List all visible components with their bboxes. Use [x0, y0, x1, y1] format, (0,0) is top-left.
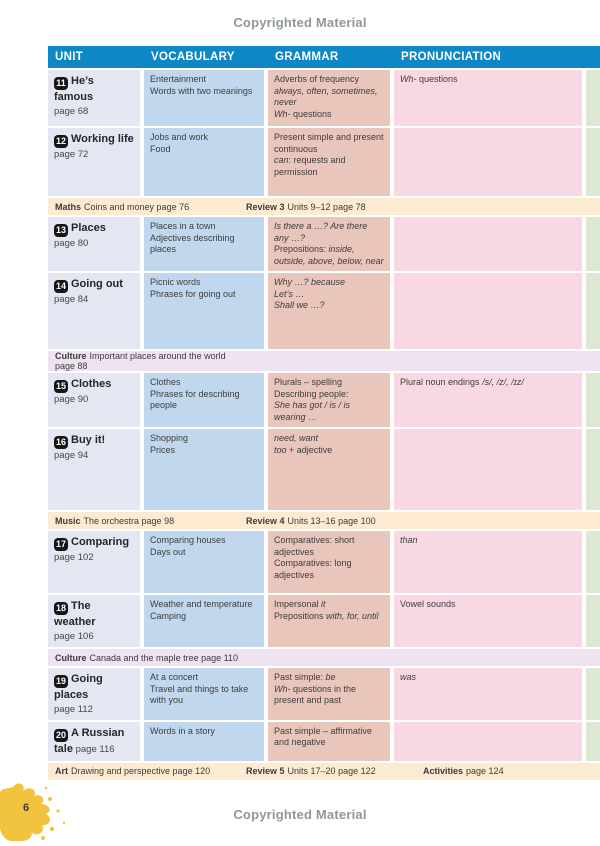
section-band — [48, 763, 600, 780]
unit-page-ref: page 72 — [54, 149, 89, 161]
vocabulary-cell — [144, 595, 264, 647]
band-entry-label: Maths — [55, 201, 82, 212]
column-header-unit: UNIT — [55, 51, 84, 63]
vocabulary-line: Words with two meanings — [150, 85, 253, 96]
unit-title-text: He’s famous — [54, 75, 94, 104]
grammar-line: Comparatives: long adjectives — [274, 558, 352, 580]
pronunciation-cell — [394, 531, 582, 593]
pronunciation-cell — [394, 429, 582, 510]
column-header-vocabulary: VOCABULARY — [151, 51, 235, 63]
unit-title-text: Going places — [54, 673, 103, 702]
band-entry: Review 5 Units 17–20 page 122 — [246, 766, 376, 777]
vocabulary-cell — [144, 373, 264, 427]
band-entry: Culture Important places around the world page 88 — [55, 351, 226, 372]
unit-number-badge: 18 — [54, 602, 68, 615]
vocabulary-cell — [144, 217, 264, 271]
grammar-cell — [268, 70, 390, 126]
unit-page-ref: page 90 — [54, 394, 89, 406]
vocabulary-line: Weather and temperature — [150, 599, 253, 610]
grammar-line: Prepositions with, for, until — [274, 610, 379, 621]
unit-title-text: A Russian tale — [54, 726, 125, 756]
vocabulary-line: Camping — [150, 610, 187, 621]
section-band — [48, 198, 600, 215]
vocabulary-line: Phrases for describing people — [150, 388, 240, 411]
unit-page-ref: page 112 — [54, 703, 93, 715]
grammar-line: Past simple: be — [274, 672, 336, 683]
unit-row-18 — [48, 595, 600, 647]
unit-title — [54, 74, 134, 105]
unit-cell — [48, 217, 140, 271]
vocabulary-line: Entertainment — [150, 74, 207, 84]
vocabulary-line: Jobs and work — [150, 132, 209, 142]
grammar-line: Why …? because — [274, 277, 346, 288]
pronunciation-line: Plural noun endings /s/, /z/, /ɪz/ — [400, 377, 524, 388]
vocabulary-line: Clothes — [150, 377, 181, 388]
vocabulary-cell — [144, 128, 264, 196]
unit-page-ref: page 80 — [54, 238, 89, 250]
unit-cell — [48, 273, 140, 349]
unit-row-12 — [48, 128, 600, 196]
vocabulary-cell — [144, 531, 264, 593]
unit-title — [54, 277, 134, 293]
section-band — [48, 351, 600, 371]
page-number: 6 — [23, 802, 30, 814]
grammar-line: Describing people: — [274, 388, 349, 399]
unit-row-17 — [48, 531, 600, 593]
grammar-line: Shall we …? — [274, 300, 325, 311]
unit-number-badge: 19 — [54, 675, 68, 688]
unit-title — [54, 726, 134, 757]
band-entry: Maths Coins and money page 76 — [55, 201, 190, 212]
band-entry-label: Music — [55, 515, 81, 526]
extra-column-cell — [586, 595, 600, 647]
grammar-line: Impersonal it — [274, 599, 326, 610]
unit-page-ref: page 116 — [72, 744, 115, 756]
pronunciation-cell — [394, 70, 582, 126]
watermark-top: Copyrighted Material — [233, 15, 367, 30]
grammar-line: can: requests and permission — [274, 155, 346, 177]
grammar-cell — [268, 217, 390, 271]
pronunciation-cell — [394, 273, 582, 349]
grammar-cell — [268, 273, 390, 349]
vocabulary-line: Prices — [150, 444, 176, 455]
grammar-cell — [268, 429, 390, 510]
unit-row-16 — [48, 429, 600, 510]
vocabulary-cell — [144, 70, 264, 126]
grammar-line: Let’s … — [274, 288, 305, 299]
vocabulary-cell — [144, 429, 264, 510]
unit-cell — [48, 429, 140, 510]
extra-column-cell — [586, 429, 600, 510]
band-entry: Music The orchestra page 98 — [55, 515, 175, 526]
band-entry: Activities page 124 — [423, 766, 504, 777]
unit-number-badge: 12 — [54, 135, 68, 148]
unit-title — [54, 221, 134, 237]
grammar-line: Present simple and present continuous — [274, 132, 384, 154]
unit-cell — [48, 595, 140, 647]
grammar-cell — [268, 722, 390, 761]
band-entry: Review 3 Units 9–12 page 78 — [246, 201, 366, 212]
unit-title — [54, 377, 134, 393]
vocabulary-line: Adjectives describing places — [150, 232, 235, 255]
unit-page-ref: page 84 — [54, 294, 89, 306]
grammar-cell — [268, 531, 390, 593]
section-band — [48, 512, 600, 529]
table-header-row — [48, 46, 600, 68]
section-band — [48, 649, 600, 666]
vocabulary-cell — [144, 273, 264, 349]
pronunciation-line: Wh- questions — [400, 74, 458, 84]
unit-number-badge: 15 — [54, 380, 68, 393]
vocabulary-line: Days out — [150, 546, 186, 557]
unit-page-ref: page 68 — [54, 105, 89, 117]
vocabulary-line: Shopping — [150, 433, 189, 444]
grammar-line: too + adjective — [274, 444, 333, 455]
unit-title-text: Going out — [71, 278, 123, 291]
unit-title-text: The weather — [54, 600, 96, 629]
unit-page-ref: page 94 — [54, 450, 89, 462]
unit-cell — [48, 668, 140, 720]
column-header-pronunciation: PRONUNCIATION — [401, 51, 502, 63]
unit-title-text: Places — [71, 222, 106, 234]
unit-number-badge: 17 — [54, 538, 68, 551]
grammar-cell — [268, 668, 390, 720]
extra-column-cell — [586, 70, 600, 126]
band-entry: Art Drawing and perspective page 120 — [55, 766, 211, 777]
unit-cell — [48, 128, 140, 196]
pronunciation-cell — [394, 722, 582, 761]
unit-page-ref: page 102 — [54, 552, 94, 564]
extra-column-cell — [586, 668, 600, 720]
grammar-cell — [268, 373, 390, 427]
band-entry-label: Review 4 — [246, 515, 285, 526]
unit-title-text: Clothes — [71, 378, 112, 391]
vocabulary-cell — [144, 722, 264, 761]
extra-column-cell — [586, 373, 600, 427]
band-entry-label: Activities — [423, 766, 464, 777]
unit-page-ref: page 106 — [54, 630, 94, 642]
band-entry-label: Review 5 — [246, 766, 285, 777]
vocabulary-line: Words in a story — [150, 725, 215, 736]
vocabulary-line: Comparing houses — [150, 535, 226, 546]
pronunciation-cell — [394, 668, 582, 720]
unit-number-badge: 11 — [54, 77, 68, 90]
unit-row-19 — [48, 668, 600, 720]
paint-splash-icon — [0, 783, 78, 841]
unit-title-text: Buy it! — [71, 434, 106, 447]
table-body — [48, 70, 600, 780]
pronunciation-cell — [394, 217, 582, 271]
page-corner-splash — [0, 783, 78, 841]
vocabulary-line: Picnic words — [150, 277, 201, 288]
grammar-line: Adverbs of frequency always, often, sometimes, never — [274, 74, 378, 108]
contents-table — [48, 46, 600, 782]
column-header-grammar: GRAMMAR — [275, 51, 339, 63]
vocabulary-line: At a concert — [150, 672, 199, 683]
grammar-line: Past simple – affirmative and negative — [274, 725, 372, 748]
unit-title — [54, 132, 134, 148]
extra-column-cell — [586, 531, 600, 593]
band-entry-label: Culture — [55, 652, 87, 663]
extra-column-cell — [586, 722, 600, 761]
unit-row-11 — [48, 70, 600, 126]
grammar-line: Wh- questions — [274, 108, 332, 119]
band-entry-label: Review 3 — [246, 201, 285, 212]
band-entry: Review 4 Units 13–16 page 100 — [246, 515, 376, 526]
unit-title — [54, 535, 134, 551]
unit-number-badge: 20 — [54, 729, 68, 742]
unit-cell — [48, 70, 140, 126]
watermark-bottom: Copyrighted Material — [233, 807, 367, 822]
unit-row-20 — [48, 722, 600, 761]
grammar-line: She has got / is / is wearing … — [274, 400, 351, 422]
unit-title-text: Comparing — [71, 536, 130, 549]
vocabulary-line: Travel and things to take with you — [150, 683, 249, 706]
grammar-cell — [268, 128, 390, 196]
grammar-line: Comparatives: short adjectives — [274, 535, 355, 557]
unit-title — [54, 672, 134, 703]
pronunciation-line: Vowel sounds — [400, 599, 456, 610]
pronunciation-line: than — [400, 535, 418, 546]
vocabulary-line: Food — [150, 143, 171, 154]
pronunciation-cell — [394, 595, 582, 647]
band-entry-label: Art — [55, 766, 68, 777]
vocabulary-line: Places in a town — [150, 221, 216, 231]
pronunciation-cell — [394, 373, 582, 427]
unit-number-badge: 16 — [54, 436, 68, 449]
unit-row-14 — [48, 273, 600, 349]
unit-title — [54, 599, 134, 630]
pronunciation-cell — [394, 128, 582, 196]
grammar-line: need, want — [274, 433, 319, 444]
vocabulary-line: Phrases for going out — [150, 288, 236, 299]
band-entry-label: Culture — [55, 351, 87, 362]
unit-title — [54, 433, 134, 449]
unit-cell — [48, 373, 140, 427]
unit-number-badge: 13 — [54, 224, 68, 237]
extra-column-cell — [586, 128, 600, 196]
grammar-cell — [268, 595, 390, 647]
unit-cell — [48, 531, 140, 593]
band-entry: Culture Canada and the maple tree page 110 — [55, 652, 238, 663]
extra-column-cell — [586, 273, 600, 349]
unit-cell — [48, 722, 140, 761]
grammar-line: Plurals – spelling — [274, 377, 343, 388]
unit-number-badge: 14 — [54, 280, 68, 293]
unit-title-text: Working life — [71, 133, 134, 145]
grammar-line: Wh- questions in the present and past — [274, 683, 357, 706]
pronunciation-line: was — [400, 672, 417, 683]
unit-row-15 — [48, 373, 600, 427]
grammar-line: Is there a …? Are there any …? — [274, 221, 368, 243]
vocabulary-cell — [144, 668, 264, 720]
unit-row-13 — [48, 217, 600, 271]
extra-column-cell — [586, 217, 600, 271]
grammar-line: Prepositions: inside, outside, above, below, near — [274, 244, 384, 266]
